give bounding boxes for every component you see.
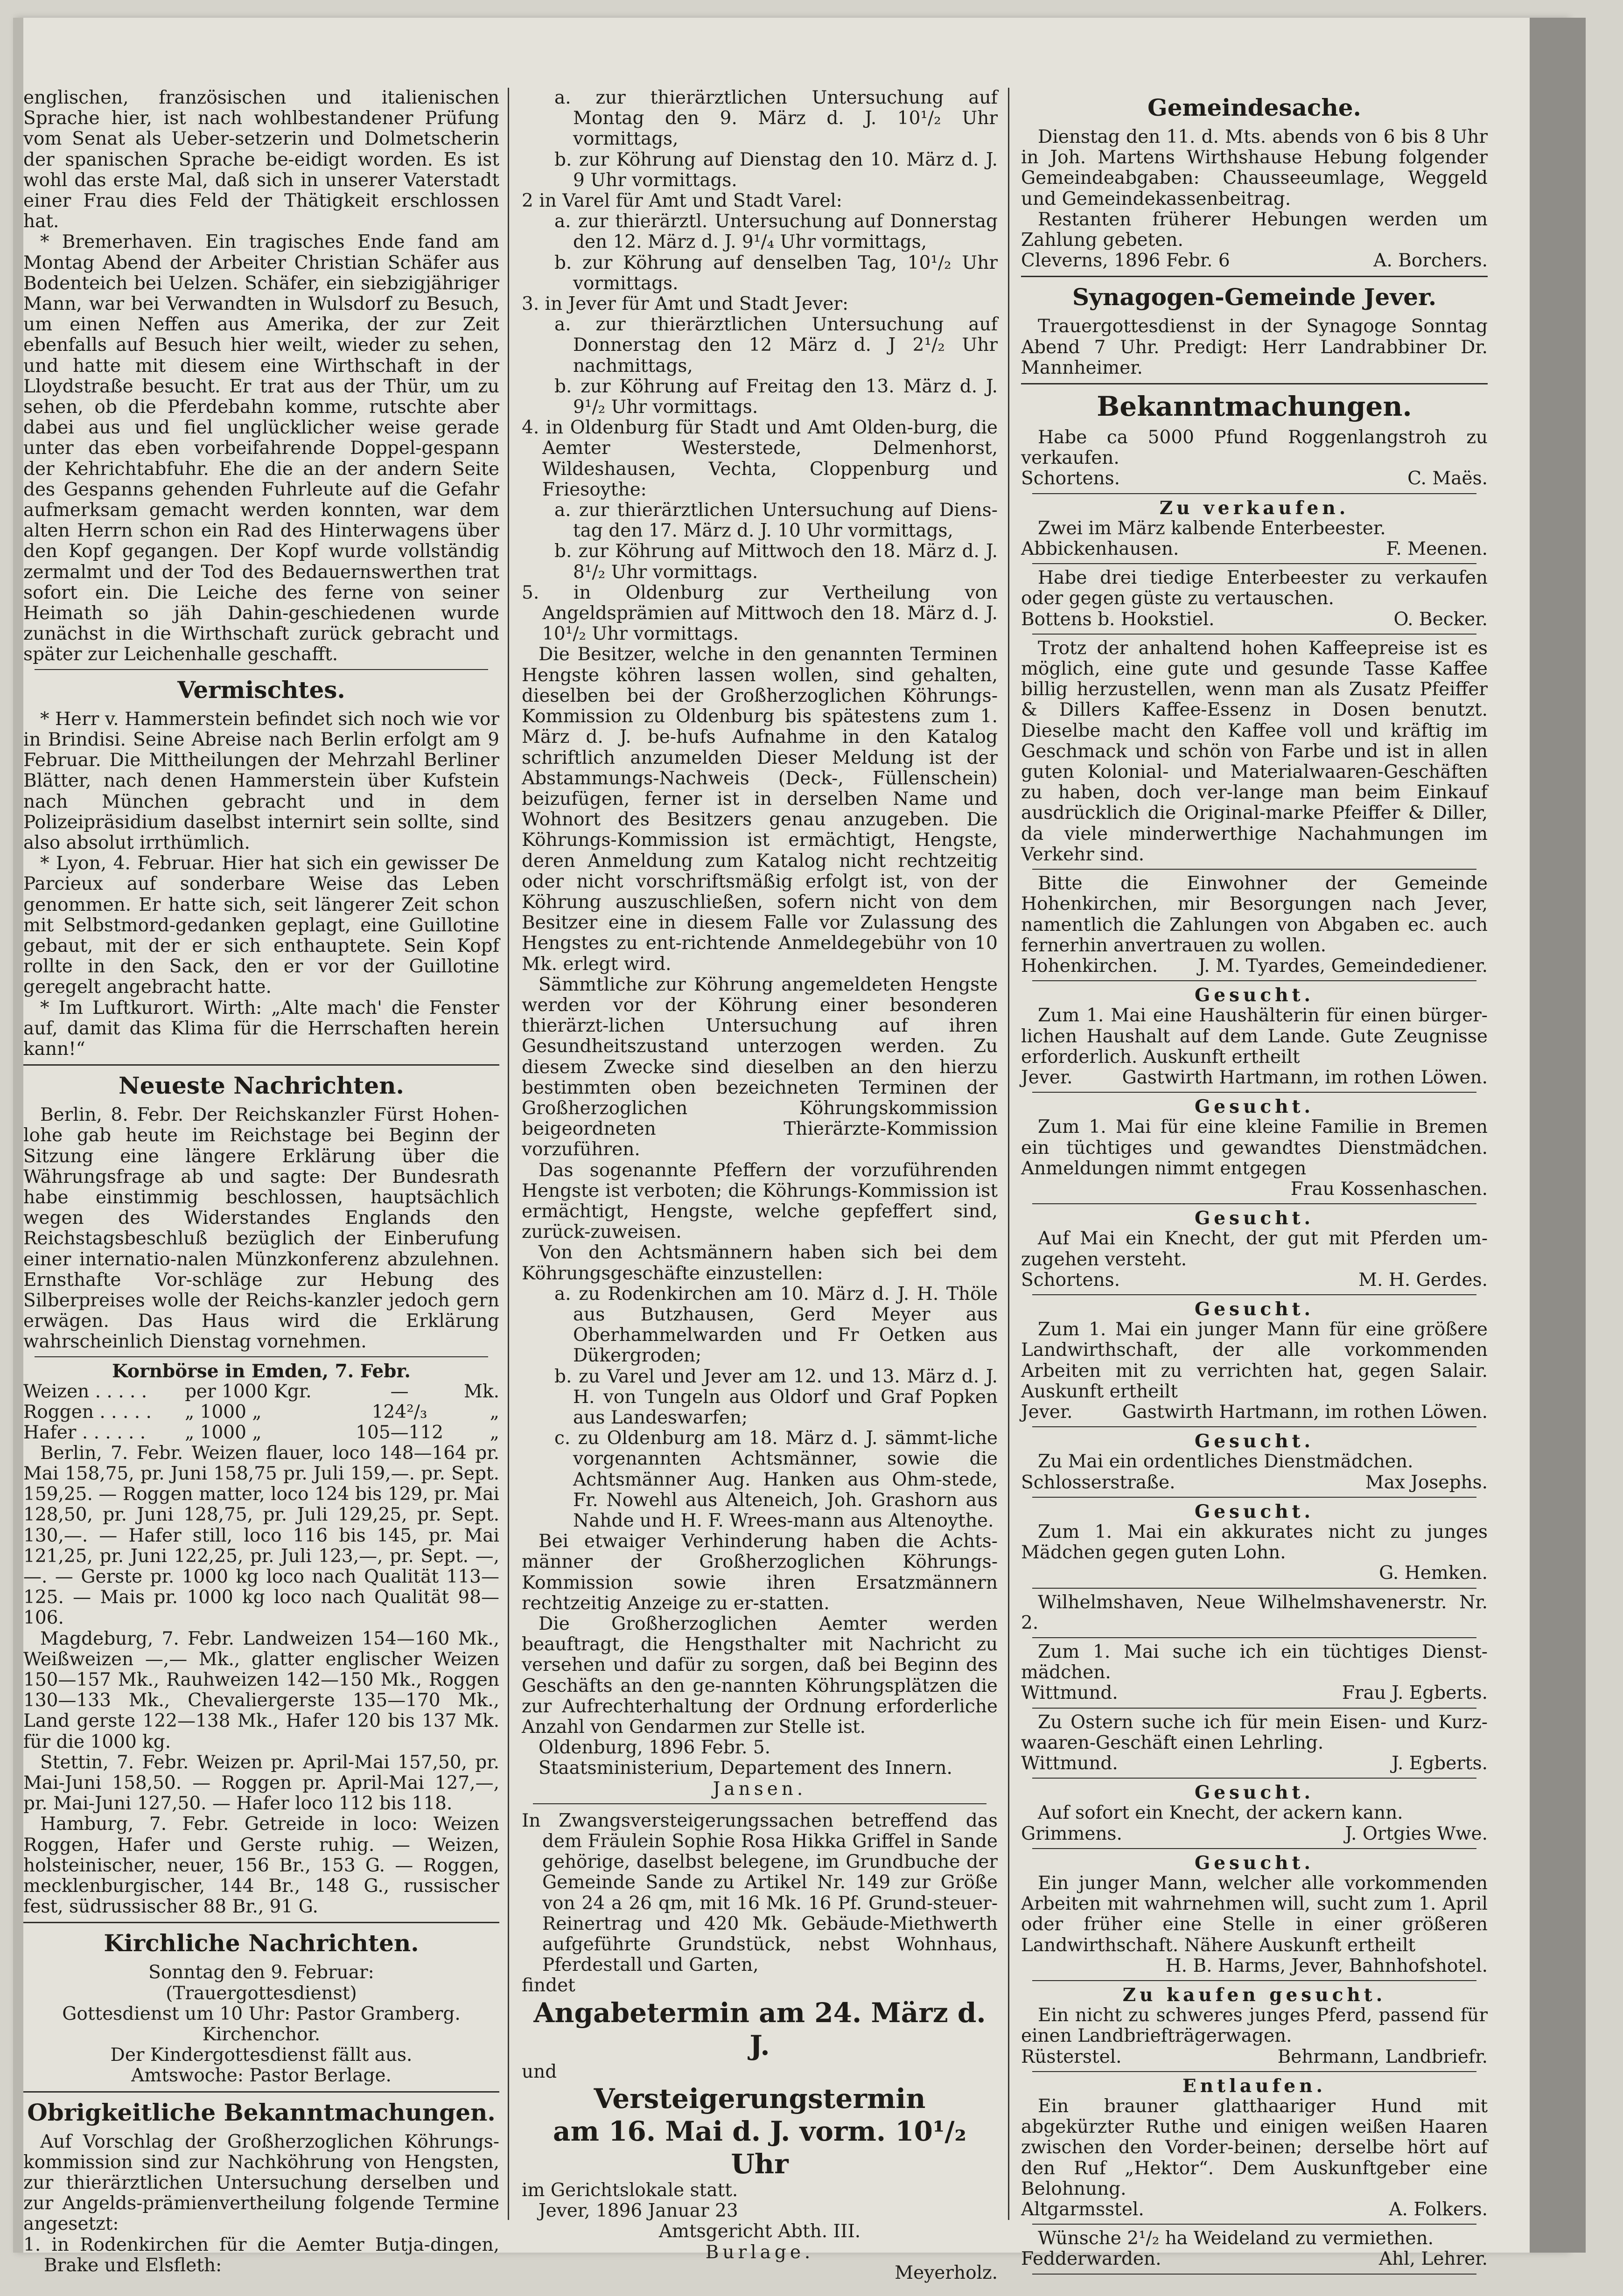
ad-title: Gesucht.: [1194, 984, 1315, 1006]
ad-sig-right: Frau Kossenhaschen.: [1290, 1178, 1488, 1200]
kirchliche-line: Der Kindergottesdienst fällt aus.: [110, 2045, 413, 2066]
divider: [1032, 1092, 1476, 1093]
divider: [1032, 980, 1476, 981]
ad-block: [1021, 1853, 1488, 1981]
ad-block: [1021, 1299, 1488, 1427]
schedule-item: b. zur Köhrung auf denselben Tag, 10¹/₂ Uhr vormittags.: [554, 252, 998, 294]
ad-title: Gesucht.: [1194, 1298, 1315, 1320]
kornboerse-cell: Weizen . . . . .: [23, 1381, 147, 1402]
gemeinde-text-2: Restanten früherer Hebungen werden um Zahlung gebeten.: [1021, 209, 1488, 251]
kornboerse-cell: „: [490, 1401, 499, 1423]
ad-sig-right: Max Josephs.: [1365, 1472, 1488, 1493]
ad-sig-right: Ahl, Lehrer.: [1378, 2248, 1488, 2270]
schedule-item: b. zur Köhrung auf Dienstag den 10. März d. J. 9 Uhr vormittags.: [554, 149, 998, 191]
divider: [1032, 1637, 1476, 1638]
ad-title: Gesucht.: [1194, 1207, 1315, 1229]
gemeinde-text: Dienstag den 11. d. Mts. abends von 6 bis 8 Uhr in Joh. Martens Wirthshause Hebung folgender Gemeindeabgaben: Chausseeumlage, Weggeld und Gemeindekassenbeitrag.: [1021, 126, 1488, 209]
page-edge-right: [1530, 18, 1586, 2253]
article-luftkurort: * Im Luftkurort. Wirth: „Alte mach' die Fenster auf, damit das Klima für die Herrschaften herein kann!“: [23, 997, 499, 1060]
ad-text: Habe ca 5000 Pfund Roggenlangstroh zu verkaufen.: [1021, 427, 1488, 469]
divider: [1032, 1708, 1476, 1709]
versteigerungstermin-title: Versteigerungstermin: [594, 2082, 926, 2115]
schedule-item: a. zur thierärztl. Untersuchung auf Donnerstag den 12. März d. J. 9¹/₄ Uhr vormittags,: [554, 211, 998, 253]
kornboerse-cell: Roggen . . . . .: [23, 1401, 152, 1423]
kornboerse-cell: per 1000 Kgr.: [185, 1381, 312, 1402]
kornboerse-cell: Mk.: [464, 1381, 499, 1402]
ad-sig-left: Wittmund.: [1021, 1682, 1118, 1704]
ad-sig-right: M. H. Gerdes.: [1358, 1269, 1488, 1291]
ad-block: [1021, 1782, 1488, 1849]
gemeinde-signature: [1021, 251, 1488, 271]
koehrung-paragraph: Sämmtliche zur Köhrung angemeldeten Hengste werden vor der Köhrung einer besonderen thierärzt-lichen Untersuchung auf ihren Gesundheitszustand unterzogen werden. Zu diesem Zwecke sind dieselben an den hierzu bestimmten oben bezeichneten Terminen der Großherzoglichen Köhrungskommission beigeordneten Thierärzte-Kommission vorzuführen.: [522, 974, 998, 1160]
schedule-item: 5. in Oldenburg zur Vertheilung von Angeldsprämien auf Mittwoch den 18. März d. J. 10¹/₂ Uhr vormittags.: [522, 582, 998, 645]
divider: [23, 1922, 499, 1923]
kornboerse-row: [23, 1382, 499, 1402]
ad-title: Gesucht.: [1194, 1852, 1315, 1874]
ad-title: Entlaufen.: [1182, 2075, 1327, 2097]
ad-block: [1021, 427, 1488, 494]
divider: [1032, 1497, 1476, 1498]
divider: [1021, 383, 1488, 384]
ad-signature: [1021, 1179, 1488, 1200]
synagoge-text: Trauergottesdienst in der Synagoge Sonntag Abend 7 Uhr. Predigt: Herr Landrabbiner Dr. Mannheimer.: [1021, 316, 1488, 378]
zwangsversteigerung-text: In Zwangsversteigerungssachen betreffend das dem Fräulein Sophie Rosa Hikka Griffel in Sande gehörige, daselbst belegene, im Grundbuche der Gemeinde Sande zu Artikel Nr. 149 zur Größe von 24 a 26 qm, mit 16 Mk. 16 Pf. Grund-steuer-Reinertrag und 420 Mk. Gebäude-Miethwerth aufgeführte Grundstück, nebst Wohnhaus, Pferdestall und Garten,: [522, 1810, 998, 1976]
kirchliche-line: Amtswoche: Pastor Berlage.: [131, 2065, 392, 2087]
ad-sig-right: Gastwirth Hartmann, im rothen Löwen.: [1122, 1067, 1488, 1088]
schedule-item: b. zur Köhrung auf Mittwoch den 18. März d. J. 8¹/₂ Uhr vormittags.: [554, 541, 998, 583]
meyerholz: Meyerholz.: [895, 2262, 998, 2283]
ad-sig-right: H. B. Harms, Jever, Bahnhofshotel.: [1165, 1955, 1488, 1976]
ad-signature: [1021, 1753, 1488, 1774]
ad-text: Zum 1. Mai eine Haushälterin für einen bürger-lichen Haushalt auf dem Lande. Gute Zeugnisse erforderlich. Auskunft ertheilt: [1021, 1005, 1488, 1068]
ad-sig-left: Rüsterstel.: [1021, 2046, 1122, 2067]
ad-sig-left: Schlosserstraße.: [1021, 1472, 1175, 1493]
ministry: Staatsministerium, Departement des Innern.: [539, 1758, 952, 1779]
ad-block: [1021, 1501, 1488, 1589]
newspaper-page: [13, 18, 1567, 2283]
ad-sig-left: Jever.: [1021, 1067, 1073, 1088]
ad-signature: [1021, 2047, 1488, 2067]
gemeinde-sig-left: Cleverns, 1896 Febr. 6: [1021, 250, 1230, 272]
kornboerse-table: [23, 1382, 499, 1443]
ad-text: Zum 1. Mai ein akkurates nicht zu junges Mädchen gegen guten Lohn.: [1021, 1521, 1488, 1563]
market-stettin: Stettin, 7. Febr. Weizen pr. April-Mai 157,50, pr. Mai-Juni 158,50. — Roggen pr. April-Mai 127,—, pr. Mai-Juni 127,50. — Hafer loco 112 bis 118.: [23, 1752, 499, 1814]
achtsmaenner-list: [522, 1284, 998, 1531]
ad-block: [1021, 1985, 1488, 2072]
market-berlin: Berlin, 7. Febr. Weizen flauer, loco 148—164 pr. Mai 158,75, pr. Juni 158,75 pr. Juli 159,—. pr. Sept. 159,25. — Roggen matter, loco 124 bis 129, pr. Mai 128,50, pr. Juni 128,75, pr. Juli 129,25, pr. Sept. 130,—. — Hafer still, loco 116 bis 145, pr. Mai 121,25, pr. Juni 122,25, pr. Juli 123,—, pr. Sept. —,—. — Gerste pr. 1000 kg loco nach Qualität 113—125. — Mais pr. 1000 kg loco nach Qualität 98—106.: [23, 1442, 499, 1629]
ad-block: [1021, 2076, 1488, 2225]
ad-sig-left: Abbickenhausen.: [1021, 538, 1179, 560]
divider: [1032, 2224, 1476, 2225]
obrigkeitliche-item: 1. in Rodenkirchen für die Aemter Butja-dingen, Brake und Elsfleth:: [23, 2234, 499, 2276]
ad-text: Ein junger Mann, welcher alle vorkommenden Arbeiten mit wahrnehmen will, sucht zum 1. April oder früher eine Stelle in einer größeren Landwirthschaft. Nähere Auskunft ertheilt: [1021, 1873, 1488, 1956]
section-title-gemeindesache: Gemeindesache.: [1147, 94, 1361, 121]
koehrung-paragraph: Von den Achtsmännern haben sich bei dem Köhrungsgeschäfte einzustellen:: [522, 1242, 998, 1284]
divider: [1032, 1294, 1476, 1295]
angabetermin: Angabetermin am 24. März d. J.: [533, 1996, 986, 2061]
ad-sig-left: Grimmens.: [1021, 1823, 1122, 1844]
ad-signature: [1021, 2249, 1488, 2269]
column-right: [1021, 88, 1488, 2278]
divider: [1032, 563, 1476, 564]
divider: [23, 2091, 499, 2093]
ad-signature: [1021, 468, 1488, 489]
signer: Jansen.: [713, 1778, 807, 1800]
burlage: Burlage.: [705, 2241, 814, 2263]
dateline: Oldenburg, 1896 Febr. 5.: [539, 1737, 771, 1759]
ad-block: [1021, 873, 1488, 981]
ad-title: Zu verkaufen.: [1159, 497, 1350, 519]
ad-text: Zwei im März kalbende Enterbeester.: [1038, 517, 1386, 539]
ad-sig-right: C. Maës.: [1407, 468, 1488, 489]
page-edge-left: [13, 18, 23, 2253]
ad-sig-right: Frau J. Egberts.: [1342, 1682, 1488, 1704]
schedule-item: a. zur thierärztlichen Untersuchung auf Montag den 9. März d. J. 10¹/₂ Uhr vormittags,: [554, 87, 998, 150]
divider: [1032, 493, 1476, 494]
ad-block: [1021, 568, 1488, 635]
ad-sig-left: Schortens.: [1021, 1269, 1120, 1291]
und-word: und: [522, 2061, 557, 2082]
koehrung-text: [522, 644, 998, 1284]
ad-sig-right: J. M. Tyardes, Gemeindediener.: [1198, 955, 1488, 977]
divider: [1032, 2274, 1476, 2275]
divider: [1032, 1203, 1476, 1204]
kirchliche-line: Sonntag den 9. Februar:: [148, 1962, 374, 1983]
ad-block: [1021, 985, 1488, 1093]
koehrung-paragraph: Das sogenannte Pfeffern der vorzuführenden Hengste ist verboten; die Köhrungs-Kommission ist ermächtigt, Hengste, welche gepfeffert sind, zurück-zuweisen.: [522, 1159, 998, 1243]
ad-sig-right: Behrmann, Landbriefr.: [1277, 2046, 1488, 2067]
obrigkeitliche-text: Auf Vorschlag der Großherzoglichen Köhrungs-kommission sind zur Nachköhrung von Hengsten, zur thierärztlichen Untersuchung derselben und zur Angelds-prämienvertheilung folgende Termine angesetzt:: [23, 2131, 499, 2235]
ad-block: [1021, 1642, 1488, 1709]
ad-sig-right: G. Hemken.: [1379, 1563, 1488, 1584]
ad-text: Zum 1. Mai für eine kleine Familie in Bremen ein tüchtiges und gewandtes Dienstmädchen. Anmeldungen nimmt entgegen: [1021, 1117, 1488, 1179]
kornboerse-cell: „ 1000 „: [185, 1422, 262, 1443]
ad-sig-right: Gastwirth Hartmann, im rothen Löwen.: [1122, 1401, 1488, 1423]
ad-signature: [1021, 609, 1488, 630]
kornboerse-cell: „ 1000 „: [185, 1401, 262, 1423]
column-left: [23, 88, 499, 2276]
divider: [23, 1064, 499, 1066]
divider: [1032, 1778, 1476, 1779]
ad-sig-left: Hohenkirchen.: [1021, 955, 1158, 977]
ad-sig-right: A. Folkers.: [1389, 2199, 1488, 2220]
ad-sig-right: O. Becker.: [1393, 608, 1488, 630]
kornboerse-cell: 105—112: [356, 1422, 444, 1443]
kornboerse-title: Kornbörse in Emden, 7. Febr.: [112, 1360, 411, 1382]
lead-paragraph: englischen, französischen und italienischen Sprache hier, ist nach wohlbestandener Prüfung vom Senat als Ueber-setzerin und Dolmetscherin der spanischen Sprache be-eidigt worden. Es ist wohl das erste Mal, daß sich in unserer Vaterstadt einer Frau dies Feld der Thätigkeit erschlossen hat.: [23, 87, 499, 232]
ad-text: Zu Mai ein ordentliches Dienstmädchen.: [1038, 1451, 1413, 1473]
ad-signature: [1021, 1473, 1488, 1493]
ads-list: [1021, 427, 1488, 2275]
ad-sig-left: Fedderwarden.: [1021, 2248, 1161, 2270]
ad-signature: [1021, 1824, 1488, 1844]
achtsmaenner-item: b. zu Varel und Jever am 12. und 13. März d. J. H. von Tungeln aus Oldorf und Graf Popken aus Landeswarfen;: [554, 1366, 998, 1428]
column-middle: [522, 88, 998, 2283]
kirchliche-line: (Trauergottesdienst): [166, 1982, 357, 2004]
findet-word: findet: [522, 1975, 575, 1996]
amtsgericht: Amtsgericht Abth. III.: [658, 2221, 861, 2242]
ad-sig-left: Altgarmsstel.: [1021, 2199, 1144, 2220]
ad-signature: [1021, 2199, 1488, 2220]
kornboerse-row: [23, 1402, 499, 1423]
ad-block: [1021, 1431, 1488, 1498]
ad-signature: [1021, 1068, 1488, 1088]
schedule-item: b. zur Köhrung auf Freitag den 13. März d. J. 9¹/₂ Uhr vormittags.: [554, 376, 998, 418]
ad-signature: [1021, 1270, 1488, 1291]
ad-title: Gesucht.: [1194, 1096, 1315, 1118]
divider: [1032, 634, 1476, 635]
jever-date: Jever, 1896 Januar 23: [539, 2200, 738, 2222]
ad-sig-left: Bottens b. Hookstiel.: [1021, 608, 1215, 630]
gerichtslokale: im Gerichtslokale statt.: [522, 2179, 738, 2201]
ad-text: Auf Mai ein Knecht, der gut mit Pferden um-zugehen versteht.: [1021, 1228, 1488, 1270]
kirchliche-line: Gottesdienst um 10 Uhr: Pastor Gramberg.: [62, 2003, 461, 2024]
ad-signature: [1021, 1402, 1488, 1423]
gemeinde-sig-right: A. Borchers.: [1373, 250, 1488, 272]
koehrung-text-late: [522, 1531, 998, 1738]
article-lyon: * Lyon, 4. Februar. Hier hat sich ein gewisser De Parcieux auf sonderbare Weise das Leben genommen. Er hatte sich, seit längerer Zeit schon mit Selbstmord-gedanken geplagt, eine Guillotine gebaut, mit der er sich enthauptete. Sein Kopf rollte in den Sack, den er vor der Guillotine geregelt angebracht hatte.: [23, 853, 499, 998]
ad-title: Gesucht.: [1194, 1782, 1315, 1804]
divider: [1032, 1426, 1476, 1427]
ad-signature: [1021, 956, 1488, 977]
ad-text: Ein brauner glatthaariger Hund mit abgekürzter Ruthe und einigen weißen Haaren zwischen den Vorder-beinen; derselbe hört auf den Ruf „Hektor“. Dem Auskunftgeber eine Belohnung.: [1021, 2096, 1488, 2199]
ad-sig-left: Schortens.: [1021, 468, 1120, 489]
achtsmaenner-item: c. zu Oldenburg am 18. März d. J. sämmt-liche vorgenannten Achtsmänner, sowie die Achtsmänner Aug. Hanken aus Ohm-stede, Fr. Nowehl aus Alteneich, Joh. Grashorn aus Nahde und H. F. Wrees-mann aus Altenoythe.: [554, 1428, 998, 1532]
ad-text: Wünsche 2¹/₂ ha Weideland zu vermiethen.: [1038, 2228, 1434, 2249]
divider: [1032, 1848, 1476, 1849]
kornboerse-row: [23, 1423, 499, 1443]
ad-title: Gesucht.: [1194, 1500, 1315, 1522]
ad-block: [1021, 498, 1488, 565]
ad-sig-right: J. Egberts.: [1392, 1753, 1488, 1774]
section-title-vermischtes: Vermischtes.: [177, 676, 345, 704]
versteigerungstermin-date: am 16. Mai d. J. vorm. 10¹/₂ Uhr: [553, 2115, 966, 2180]
ad-block: [1021, 638, 1488, 870]
section-title-neueste: Neueste Nachrichten.: [119, 1072, 404, 1100]
ad-text: Zum 1. Mai ein junger Mann für eine größere Landwirthschaft, der alle vorkommenden Arbeiten mit zu verrichten hat, gegen Salair. Auskunft ertheilt: [1021, 1319, 1488, 1402]
ad-signature: [1021, 539, 1488, 559]
ad-text: Trotz der anhaltend hohen Kaffeepreise ist es möglich, eine gute und gesunde Tasse Kaffee billig herzustellen, wenn man als Zusatz Pfeiffer & Dillers Kaffee-Essenz in Dosen benutzt. Dieselbe macht den Kaffee voll und kräftig im Geschmack und schön von Farbe und ist in allen guten Kolonial- und Materialwaaren-Geschäften zu haben, doch ver-lange man beim Einkauf ausdrücklich die Original-marke Pfeiffer & Diller, da viele minderwerthige Nachahmungen im Verkehr sind.: [1021, 637, 1488, 865]
article-berlin: Berlin, 8. Febr. Der Reichskanzler Fürst Hohen-lohe gab heute im Reichstage bei Beginn der Sitzung eine längere Erklärung über die Währungsfrage ab und sagte: Der Bundesrath habe einstimmig beschlossen, hauptsächlich wegen des Widerstandes Englands den Reichstagsbeschluß bezüglich der Einberufung einer internatio-nalen Münzkonferenz abzulehnen. Ernsthafte Vor-schläge zur Hebung des Silberpreises wolle der Reichs-kanzler jedoch gern erwägen. Das Haus wird die Erklärung wahrscheinlich Dienstag vornehmen.: [23, 1104, 499, 1353]
ad-block: [1021, 2228, 1488, 2274]
ad-text: Ein nicht zu schweres junges Pferd, passend für einen Landbriefträgerwagen.: [1021, 2005, 1488, 2047]
article-bremerhaven: * Bremerhaven. Ein tragisches Ende fand am Montag Abend der Arbeiter Christian Schäfer aus Bodenteich bei Uelzen. Schäfer, ein siebzigjähriger Mann, war bei Verwandten in Wulsdorf zu Besuch, um einen Neffen aus Amerika, der zur Zeit ebenfalls auf Besuch hier weilt, wieder zu sehen, und hatte mit diesem eine Wirthschaft in der Lloydstraße besucht. Er trat aus der Thür, um zu sehen, ob die Pferdebahn komme, rutschte aber dabei aus und fiel unglücklicher weise gerade unter das eben vorbeifahrende Doppel-gespann der Kehrichtabfuhr. Ehe die an der andern Seite des Gespanns gehenden Fuhrleute auf die Gefahr aufmerksam gemacht werden konnten, war dem alten Herrn schon ein Rad des Hinterwagens über den Kopf gegangen. Der Kopf wurde vollständig zermalmt und der Tod des Bedauernswerthen trat sofort ein. Die Leiche des ferne von seiner Heimath so jäh Dahin-geschiedenen wurde zunächst in die Wirthschaft zurück gebracht und später zur Leichenhalle geschafft.: [23, 231, 499, 665]
section-title-obrigkeitliche: Obrigkeitliche Bekanntmachungen.: [27, 2098, 496, 2126]
ad-text: Habe drei tiedige Enterbeester zu verkaufen oder gegen güste zu vertauschen.: [1021, 567, 1488, 609]
ad-text: Auf sofort ein Knecht, der ackern kann.: [1038, 1802, 1403, 1824]
ad-sig-left: Jever.: [1021, 1401, 1073, 1423]
divider: [533, 1803, 986, 1804]
ad-block: [1021, 1712, 1488, 1779]
schedule-item: a. zur thierärztlichen Untersuchung auf Donnerstag den 12 März d. J 2¹/₂ Uhr nachmittags,: [554, 314, 998, 377]
kornboerse-cell: „: [490, 1422, 499, 1443]
schedule-item: 2 in Varel für Amt und Stadt Varel:: [522, 190, 842, 212]
schedule-item: a. zur thierärztlichen Untersuchung auf Diens-tag den 17. März d. J. 10 Uhr vormittags,: [554, 500, 998, 542]
koehrung-paragraph: Die Großherzoglichen Aemter werden beauftragt, die Hengsthalter mit Nachricht zu versehen und dafür zu sorgen, daß bei Beginn des Geschäfts an den ge-nannten Köhrungsplätzen die zur Aufrechterhaltung der Ordnung erforderliche Anzahl von Gendarmen zur Stelle ist.: [522, 1613, 998, 1738]
ad-sig-right: J. Ortgies Wwe.: [1345, 1823, 1488, 1844]
ad-title: Zu kaufen gesucht.: [1122, 1984, 1386, 2006]
kirchliche-line: Kirchenchor.: [202, 2024, 321, 2045]
divider: [1032, 1980, 1476, 1981]
ad-sig-left: Wittmund.: [1021, 1753, 1118, 1774]
divider: [1021, 276, 1488, 277]
achtsmaenner-item: a. zu Rodenkirchen am 10. März d. J. H. Thöle aus Butzhausen, Gerd Meyer aus Oberhammelwarden und Fr Oetken aus Dükergroden;: [554, 1283, 998, 1367]
market-hamburg: Hamburg, 7. Febr. Getreide in loco: Weizen Roggen, Hafer und Gerste ruhig. — Weizen, holsteinischer, neuer, 156 Br., 153 G. — Roggen, mecklenburgischer, 144 Br., 148 G., russischer fest, südrussischer 88 Br., 91 G.: [23, 1814, 499, 1918]
ad-signature: [1021, 1563, 1488, 1584]
divider: [35, 1356, 488, 1357]
schedule-item: 4. in Oldenburg für Stadt und Amt Olden-burg, die Aemter Westerstede, Delmenhorst, Wildeshausen, Vechta, Cloppenburg und Friesoythe:: [522, 417, 998, 500]
koehrung-paragraph: Die Besitzer, welche in den genannten Terminen Hengste köhren lassen wollen, sind gehalten, dieselben bei der Großherzoglichen Köhrungs-Kommission zu Oldenburg bis spätestens zum 1. März d. J. be-hufs Aufnahme in den Katalog schriftlich anzumelden Dieser Meldung ist der Abstammungs-Nachweis (Deck-, Füllenschein) beizufügen, ferner ist in derselben Name und Wohnort des Besitzers genau anzugeben. Die Köhrungs-Kommission ist ermächtigt, Hengste, deren Anmeldung zum Katalog nicht rechtzeitig oder nicht vorschriftsmäßig erfolgt ist, von der Köhrung auszuschließen, sofern nicht von dem Besitzer eine in diesem Falle vor Zulassung des Hengstes zu ent-richtende Anmeldegebühr von 10 Mk. erlegt wird.: [522, 644, 998, 975]
koehrung-schedule: [522, 88, 998, 644]
market-magdeburg: Magdeburg, 7. Febr. Landweizen 154—160 Mk., Weißweizen —,— Mk., glatter englischer Weizen 150—157 Mk., Rauhweizen 142—150 Mk., Roggen 130—133 Mk., Chevaliergerste 135—170 Mk., Land gerste 122—138 Mk., Hafer 120 bis 137 Mk. für die 1000 kg.: [23, 1628, 499, 1752]
ad-block: [1021, 1208, 1488, 1295]
ad-sig-right: F. Meenen.: [1386, 538, 1488, 560]
kornboerse-cell: —: [390, 1381, 409, 1402]
section-title-kirchliche: Kirchliche Nachrichten.: [104, 1929, 419, 1957]
ad-block: [1021, 1096, 1488, 1204]
section-title-bekanntmachungen: Bekanntmachungen.: [1097, 391, 1412, 423]
article-hammerstein: * Herr v. Hammerstein befindet sich noch wie vor in Brindisi. Seine Abreise nach Berlin erfolgt am 9 Februar. Die Mittheilungen der Mehrzahl Berliner Blätter, nach denen Hammerstein über Kufstein nach München gebracht und in dem Polizeipräsidium daselbst internirt sein sollte, sind also absolut irrthümlich.: [23, 708, 499, 853]
kornboerse-cell: 124²/₃: [371, 1401, 427, 1423]
kirchliche-list: [23, 1962, 499, 2086]
ad-text: Zum 1. Mai suche ich ein tüchtiges Dienst-mädchen.: [1021, 1641, 1488, 1683]
column-rule: [1008, 88, 1009, 2220]
kornboerse-cell: Hafer . . . . . .: [23, 1422, 146, 1443]
section-title-synagoge: Synagogen-Gemeinde Jever.: [1072, 283, 1437, 311]
ad-block: [1021, 1592, 1488, 1638]
divider: [35, 669, 488, 670]
ad-signature: [1021, 1956, 1488, 1976]
ad-text: Zu Ostern suche ich für mein Eisen- und Kurz-waaren-Geschäft einen Lehrling.: [1021, 1711, 1488, 1753]
ad-title: Gesucht.: [1194, 1431, 1315, 1452]
divider: [1032, 1588, 1476, 1589]
schedule-item: 3. in Jever für Amt und Stadt Jever:: [522, 293, 849, 315]
ad-text: Wilhelmshaven, Neue Wilhelmshavenerstr. Nr. 2.: [1021, 1591, 1488, 1633]
column-rule: [508, 88, 509, 2220]
koehrung-paragraph: Bei etwaiger Verhinderung haben die Achts-männer der Großherzoglichen Köhrungs-Kommission sowie ihren Ersatzmännern rechtzeitig Anzeige zu er-statten.: [522, 1531, 998, 1614]
ad-signature: [1021, 1683, 1488, 1703]
divider: [1032, 869, 1476, 870]
divider: [1032, 2071, 1476, 2072]
ad-text: Bitte die Einwohner der Gemeinde Hohenkirchen, mir Besorgungen nach Jever, namentlich die Zahlungen von Abgaben ec. auch fernerhin anvertrauen zu wollen.: [1021, 873, 1488, 956]
